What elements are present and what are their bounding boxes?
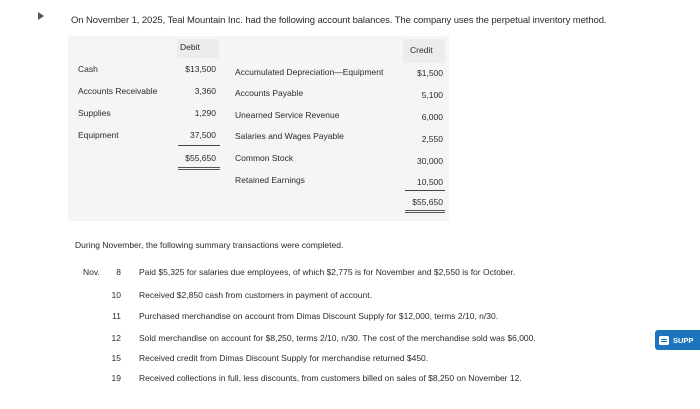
debit-amount-supplies: 1,290 xyxy=(194,108,216,118)
debit-account-equipment: Equipment xyxy=(78,130,119,140)
support-button[interactable] xyxy=(655,330,700,350)
credit-account-retained-earnings: Retained Earnings xyxy=(235,175,305,185)
transaction-text: Sold merchandise on account for $8,250, terms 2/10, n/30. The cost of the merchandise sold was $6,000. xyxy=(139,333,536,343)
support-label: SUPP xyxy=(673,335,694,345)
transaction-text: Received $2,850 cash from customers in payment of account. xyxy=(139,290,372,300)
debit-amount-equipment: 37,500 xyxy=(190,130,216,140)
credit-amount-accum-dep: $1,500 xyxy=(417,68,443,78)
transaction-text: Received collections in full, less discounts, from customers billed on sales of $8,250 on November 12. xyxy=(139,373,522,383)
transaction-text: Paid $5,325 for salaries due employees, of which $2,775 is for November and $2,550 is for October. xyxy=(139,267,516,277)
debit-header: Debit xyxy=(180,42,200,52)
transactions-intro: During November, the following summary transactions were completed. xyxy=(75,240,344,250)
transaction-day: 12 xyxy=(111,333,121,343)
debit-amount-cash: $13,500 xyxy=(185,64,216,74)
account-balances-table xyxy=(68,36,449,221)
transaction-text: Received credit from Dimas Discount Supply for merchandise returned $450. xyxy=(139,353,429,363)
chat-icon xyxy=(659,336,669,345)
transaction-day: 15 xyxy=(111,353,121,363)
credit-amount-ap: 5,100 xyxy=(421,90,443,100)
transaction-day: 19 xyxy=(111,373,121,383)
credit-account-unearned: Unearned Service Revenue xyxy=(235,110,340,120)
credit-amount-retained-earnings: 10,500 xyxy=(417,177,443,187)
debit-total-double-line xyxy=(178,167,220,170)
credit-account-common-stock: Common Stock xyxy=(235,153,294,163)
transaction-day: 8 xyxy=(116,267,121,277)
debit-account-ar: Accounts Receivable xyxy=(78,86,158,96)
credit-total-double-line xyxy=(405,210,445,213)
transaction-text: Purchased merchandise on account from Dimas Discount Supply for $12,000, terms 2/10, n/30. xyxy=(139,311,499,321)
credit-amount-unearned: 6,000 xyxy=(421,112,443,122)
problem-intro: On November 1, 2025, Teal Mountain Inc. had the following account balances. The company uses the perpetual inventory method. xyxy=(71,15,607,26)
pointer-icon xyxy=(36,11,46,21)
transaction-month: Nov. xyxy=(83,267,100,277)
debit-account-supplies: Supplies xyxy=(78,108,111,118)
transaction-day: 11 xyxy=(112,311,121,321)
credit-account-accum-dep: Accumulated Depreciation—Equipment xyxy=(235,67,384,77)
credit-amount-common-stock: 30,000 xyxy=(417,156,443,166)
transaction-day: 10 xyxy=(111,290,121,300)
debit-subtotal-line xyxy=(178,145,220,146)
debit-account-cash: Cash xyxy=(78,64,98,74)
credit-amount-salaries: 2,550 xyxy=(421,134,443,144)
debit-total: $55,650 xyxy=(185,153,216,163)
debit-amount-ar: 3,360 xyxy=(194,86,216,96)
credit-account-ap: Accounts Payable xyxy=(235,88,304,98)
credit-account-salaries: Salaries and Wages Payable xyxy=(235,131,344,141)
credit-header: Credit xyxy=(410,45,433,55)
credit-total: $55,650 xyxy=(412,197,443,207)
credit-subtotal-line xyxy=(405,190,445,191)
